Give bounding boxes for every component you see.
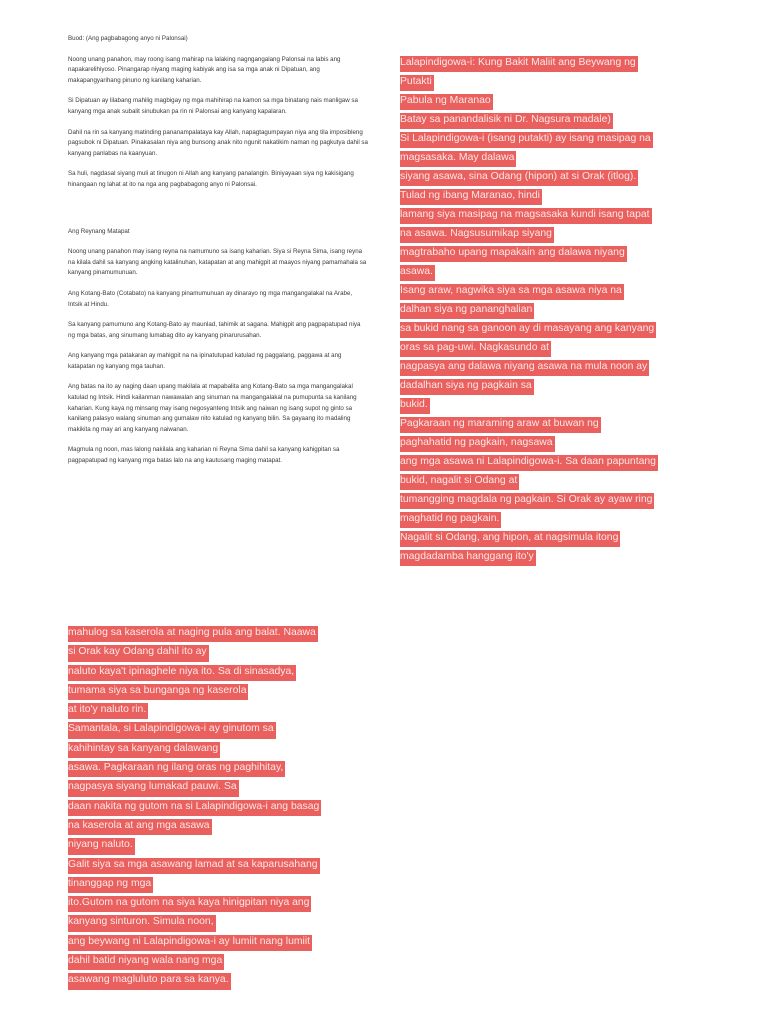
- highlighted-line: nagpasya ang dalawa niyang asawa na mula noon ay: [400, 360, 649, 376]
- left-column: [68, 34, 368, 477]
- highlighted-line: oras sa pag-uwi. Nagkasundo at: [400, 341, 551, 357]
- highlighted-line: tumangging magdala ng pagkain. Si Orak ay ayaw ring: [400, 493, 654, 509]
- highlighted-line: sa bukid nang sa ganoon ay di masayang ang kanyang: [400, 322, 656, 338]
- highlighted-line: kanyang sinturon. Simula noon,: [68, 915, 216, 931]
- highlighted-line: Pagkaraan ng maraming araw at buwan ng: [400, 417, 601, 433]
- story-paragraph: Noong unang panahon may isang reyna na namumuno sa isang kaharian. Siya si Reyna Sima, isang reyna na kilala dahil sa kanyang angking katalinuhan, katapatan at ang mahigpit at maayos niyang pamamahala sa kanyang pinamumunuan.: [68, 248, 367, 277]
- highlighted-line: tumama siya sa bunganga ng kaserola: [68, 684, 248, 700]
- highlighted-line: lamang siya masipag na magsasaka kundi isang tapat: [400, 208, 652, 224]
- highlighted-line: ang beywang ni Lalapindigowa-i ay lumiit nang lumiit: [68, 935, 312, 951]
- highlighted-line: Tulad ng ibang Maranao, hindi: [400, 189, 542, 205]
- highlighted-line: ito.Gutom na gutom na siya kaya hinigpitan niya ang: [68, 896, 311, 912]
- highlighted-line: magdadamba hanggang ito'y: [400, 550, 536, 566]
- story-paragraph: Ang kanyang mga patakaran ay mahigpit na na ipinatutupad katulad ng paggalang, paggawa at ang katapatan ng kanyang mga tauhan.: [68, 352, 342, 370]
- highlighted-line: Lalapindigowa-i: Kung Bakit Maliit ang Beywang ng: [400, 56, 638, 72]
- highlighted-line: Isang araw, nagwika siya sa mga asawa niya na: [400, 284, 624, 300]
- highlighted-line: magtrabaho upang mapakain ang dalawa niyang: [400, 246, 627, 262]
- highlighted-line: na kaserola at ang mga asawa: [68, 819, 212, 835]
- highlighted-line: Si Lalapindigowa-i (isang putakti) ay isang masipag na: [400, 132, 653, 148]
- story-paragraph: Ang batas na ito ay naging daan upang makilala at mapabalita ang Kotang-Bato sa mga mangangalakal katulad ng Intsik. Hindi kailanman nawawalan ang sinuman na mangangalakal na pumupunta sa kanilang kaharian. Kung kaya ng minsang may isang negosyanteng Intsik ang naiwan ng isang supot ng ginto sa kanilang palasyo walang sinuman ang gumalaw nito katulad ng kanyang bilin. Sa gayaang ito madaling makikita ng may ari ang kanyang naiwanan.: [68, 383, 357, 433]
- summary-paragraph: Si Dipatuan ay lilabang mahilig magbigay ng mga mahihirap na kamon sa mga binatang nais manligaw sa kanyang mga anak subalit sinubukan pa rin ni Palonsai ang kanyang kapalaran.: [68, 97, 358, 115]
- highlighted-line: Samantala, si Lalapindigowa-i ay ginutom sa: [68, 722, 276, 738]
- story-title: Ang Reynang Matapat: [68, 227, 130, 235]
- highlighted-line: niyang naluto.: [68, 838, 135, 854]
- section-gap: [68, 201, 368, 227]
- highlighted-line: magsasaka. May dalawa: [400, 151, 516, 167]
- highlighted-line: Putakti: [400, 75, 434, 91]
- highlighted-line: daan nakita ng gutom na si Lalapindigowa-i ang basag: [68, 800, 321, 816]
- highlighted-line: asawa.: [400, 265, 435, 281]
- summary-paragraph: Noong unang panahon, may roong isang mahirap na lalaking nagngangalang Palonsai na labis ang napakarelihiyoso. Pinangarap niyang maging kabiyak ang isa sa mga anak ni Dipatuan, ang makapangyarihang pinuno ng kanilang kaharian.: [68, 55, 341, 84]
- story-paragraph: Magmula ng noon, mas lalong nakilala ang kaharian ni Reyna Sima dahil sa kanyang kahigpitan sa pagpapatupad ng kanyang mga batas lalo na ang kautusang maging matapat.: [68, 446, 340, 465]
- highlighted-line: Galit siya sa mga asawang lamad at sa kaparusahang: [68, 858, 320, 874]
- highlighted-line: mahulog sa kaserola at naging pula ang balat. Naawa: [68, 626, 318, 642]
- highlighted-line: na asawa. Nagsusumikap siyang: [400, 227, 554, 243]
- highlighted-line: asawa. Pagkaraan ng ilang oras ng paghihitay,: [68, 761, 285, 777]
- story-paragraph: Sa kanyang pamumuno ang Kotang-Bato ay maunlad, tahimik at sagana. Mahigpit ang pagpapatupad niya ng mga batas, ang sinumang lumabag dito ay kanyang pinarurusahan.: [68, 321, 361, 339]
- highlighted-text-right: [400, 56, 700, 569]
- story-paragraph: Ang Kotang-Bato (Cotabato) na kanyang pinamumunuan ay dinarayo ng mga mangangalakal na Arabe, Intsik at Hindu.: [68, 289, 353, 308]
- highlighted-line: ang mga asawa ni Lalapindigowa-i. Sa daan papuntang: [400, 455, 658, 471]
- highlighted-line: naluto kaya't ipinaghele niya ito. Sa di sinasadya,: [68, 665, 296, 681]
- highlighted-line: tinanggap ng mga: [68, 877, 153, 893]
- highlighted-line: bukid.: [400, 398, 430, 414]
- highlighted-line: dalhan siya ng pananghalian: [400, 303, 534, 319]
- highlighted-line: si Orak kay Odang dahil ito ay: [68, 645, 209, 661]
- highlighted-line: Pabula ng Maranao: [400, 94, 493, 110]
- summary-heading: Buod: (Ang pagbabagong anyo ni Palonsai): [68, 35, 188, 42]
- highlighted-line: maghatid ng pagkain.: [400, 512, 501, 528]
- highlighted-line: Batay sa panandalisik ni Dr. Nagsura madale): [400, 113, 613, 129]
- highlighted-line: kahihintay sa kanyang dalawang: [68, 742, 220, 758]
- highlighted-line: siyang asawa, sina Odang (hipon) at si Orak (itlog).: [400, 170, 638, 186]
- highlighted-text-bottom: [68, 626, 366, 993]
- highlighted-line: nagpasya siyang lumakad pauwi. Sa: [68, 780, 239, 796]
- summary-paragraph: Sa huli, nagdasal siyang muli at tinugon ni Allah ang kanyang panalangin. Biniyayaan siya ng kakisigang hinangaan ng lahat at ito na nga ang pagbabagong anyo ni Palonsai.: [68, 170, 354, 188]
- highlighted-line: asawang magluluto para sa kanya.: [68, 973, 231, 989]
- highlighted-line: paghahatid ng pagkain, nagsawa: [400, 436, 555, 452]
- highlighted-line: bukid, nagalit si Odang at: [400, 474, 519, 490]
- highlighted-line: dahil batid niyang wala nang mga: [68, 954, 224, 970]
- highlighted-line: dadalhan siya ng pagkain sa: [400, 379, 534, 395]
- summary-paragraph: Dahil na rin sa kanyang matinding pananampalataya kay Allah, napagtagumpayan niya ang tila imposibleng pagsubok ni Dipatuan. Pinakasalan niya ang bunsong anak nito ngunit nakatikim naman ng pagkutya dahil sa kanyang panlabas na kaanyuan.: [68, 128, 368, 157]
- highlighted-line: at ito'y naluto rin.: [68, 703, 148, 719]
- highlighted-line: Nagalit si Odang, ang hipon, at nagsimula itong: [400, 531, 620, 547]
